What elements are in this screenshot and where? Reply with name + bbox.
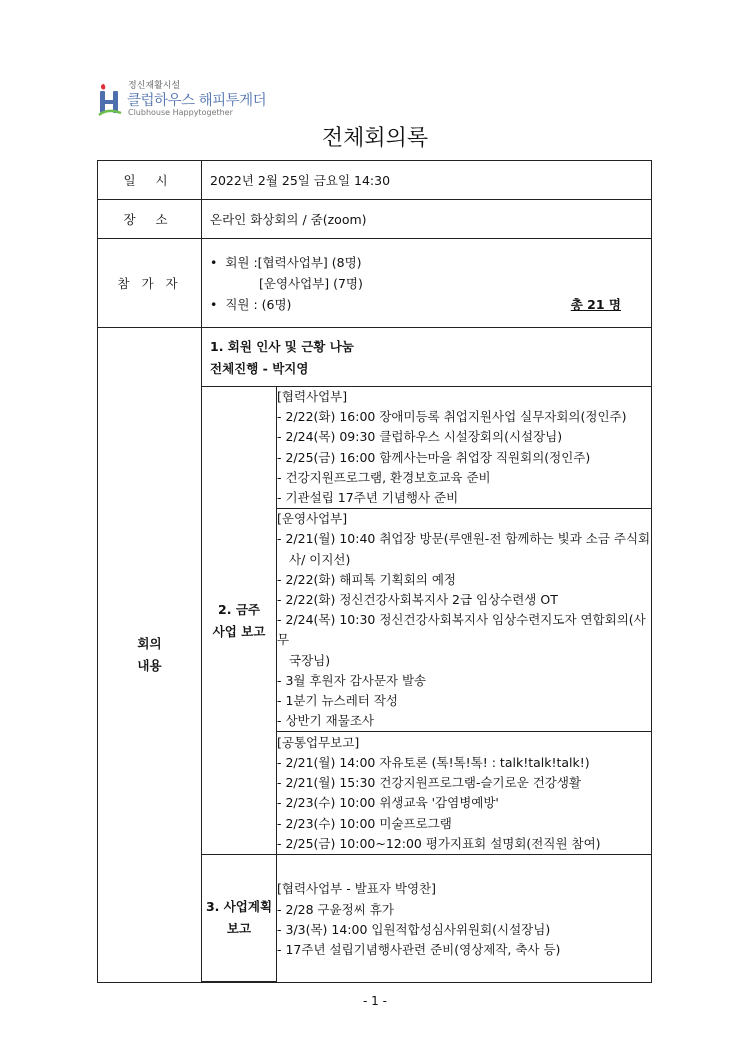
list-item: 국장님) [289, 652, 331, 668]
page-number: - 1 - [363, 994, 387, 1008]
section2-label: 2. 금주 사업 보고 [202, 387, 277, 855]
ops-block [277, 509, 652, 732]
list-item: - 2/24(목) 09:30 클럽하우스 시설장회의(시설장님) [277, 429, 563, 445]
list-item: - 3월 후원자 감사문자 발송 [277, 672, 427, 688]
meeting-content-row [98, 328, 652, 983]
coop-header: [협력사업부] [277, 389, 348, 404]
section1-sub: 전체진행 - 박지영 [210, 361, 309, 376]
section3-label: 3. 사업계획 보고 [202, 855, 277, 982]
list-item: - 2/23(수) 10:00 위생교육 '감염병예방' [277, 795, 499, 811]
section1 [202, 328, 651, 386]
bullet-icon: • [210, 255, 226, 270]
clubhouse-h-logo-icon [98, 82, 122, 116]
date-value: 2022년 2월 25일 금요일 14:30 [202, 161, 652, 200]
list-item: - 상반기 재물조사 [277, 713, 374, 729]
list-item: - 1분기 뉴스레터 작성 [277, 693, 398, 709]
plan-header: [협력사업부 - 발표자 박영찬] [277, 881, 437, 897]
meeting-content-cell [202, 328, 652, 983]
list-item: - 건강지원프로그램, 환경보호교육 준비 [277, 469, 491, 485]
meeting-content-label: 회의 내용 [98, 328, 202, 983]
list-item: - 2/25(금) 16:00 함께사는마을 취업장 직원회의(정인주) [277, 449, 591, 465]
attendees-total: 총 21 명 [570, 297, 621, 312]
list-item: - 기관설립 17주년 기념행사 준비 [277, 490, 459, 506]
attendees-line-staff: • 직원 : (6명) [210, 297, 292, 312]
list-item: - 2/22(화) 16:00 장애미등록 취업지원사업 실무자회의(정인주) [277, 409, 627, 425]
date-row [98, 161, 652, 200]
attendees-label: 참 가 자 [98, 239, 202, 328]
attendees-row [98, 239, 652, 328]
place-row [98, 200, 652, 239]
list-item: - 2/25(금) 10:00~12:00 평가지표회 설명회(전직원 참여) [277, 835, 601, 851]
logo-english-name: Clubhouse Happytogether [128, 108, 233, 117]
list-item: - 2/21(월) 10:40 취업장 방문(루앤원-전 함께하는 빛과 소금 주식회 [277, 531, 651, 547]
coop-block [277, 387, 652, 509]
plan-block [277, 855, 652, 982]
date-label: 일 시 [98, 161, 202, 200]
place-label: 장 소 [98, 200, 202, 239]
logo-subtitle: 정신재활시설 [128, 81, 181, 91]
list-item: - 2/24(목) 10:30 정신건강사회복지사 임상수련지도자 연합회의(사무 [277, 612, 646, 648]
ops-header: [운영사업부] [277, 511, 348, 527]
logo-name: 클럽하우스 해피투게더 [127, 93, 267, 109]
place-value: 온라인 화상회의 / 줌(zoom) [202, 200, 652, 239]
list-item: - 2/22(화) 해피톡 기획회의 예정 [277, 571, 456, 587]
document-title: 전체회의록 [321, 126, 429, 151]
weekly-report-row [202, 387, 651, 509]
common-header: [공통업무보고] [277, 734, 360, 750]
list-item: - 2/23(수) 10:00 미술프로그램 [277, 815, 452, 831]
attendees-cell [202, 239, 652, 328]
clubhouse-logo [98, 76, 298, 120]
section1-title: 1. 회원 인사 및 근황 나눔 [210, 339, 354, 354]
list-item: - 2/21(월) 15:30 건강지원프로그램-슬기로운 건강생활 [277, 775, 582, 791]
attendees-line-members: • 회원 :[협력사업부] (8명) [210, 255, 362, 270]
list-item: - 3/3(목) 14:00 입원적합성심사위원회(시설장님) [277, 921, 551, 937]
list-item: - 2/28 구윤정씨 휴가 [277, 901, 394, 917]
minutes-table [97, 160, 652, 983]
attendees-line-ops: [운영사업부] (7명) [259, 276, 363, 291]
list-item: - 2/21(월) 14:00 자유토론 (톡!톡!톡! : talk!talk!talk!) [277, 755, 590, 771]
common-block [277, 732, 652, 855]
bullet-icon: • [210, 297, 226, 312]
list-item: - 17주년 설립기념행사관련 준비(영상제작, 축사 등) [277, 942, 561, 958]
list-item: - 2/22(화) 정신건강사회복지사 2급 임상수련생 OT [277, 592, 558, 608]
list-item: 사/ 이지선) [289, 551, 351, 567]
plan-row [202, 855, 651, 982]
report-table [202, 386, 651, 982]
